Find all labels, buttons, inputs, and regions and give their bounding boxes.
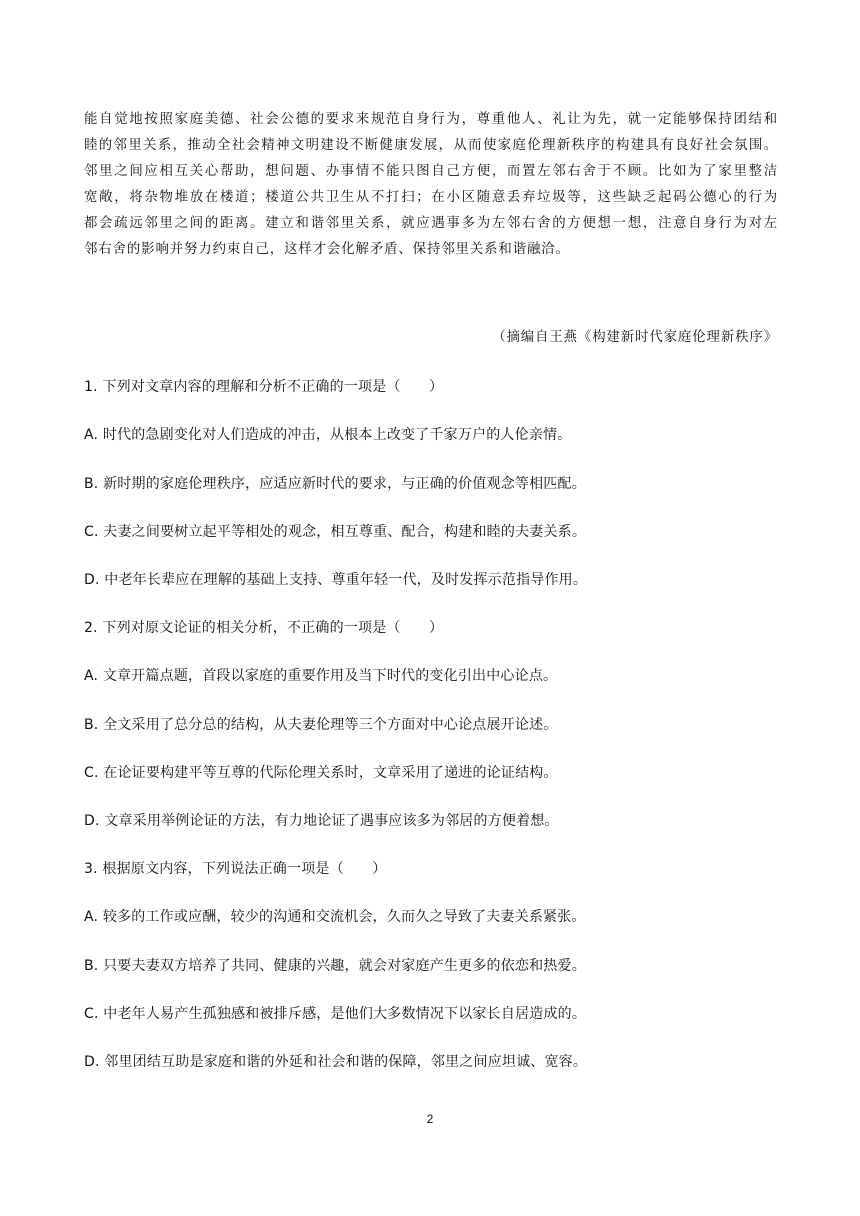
question-2-option-d: D. 文章采用举例论证的方法，有力地论证了遇事应该多为邻居的方便着想。 [84, 813, 559, 829]
page-number: 2 [426, 1112, 434, 1126]
source-citation: （摘编自王燕《构建新时代家庭伦理新秩序》 [492, 330, 778, 345]
passage-line: 睦的邻里关系，推动全社会精神文明建设不断健康发展，从而使家庭伦理新秩序的构建具有良好社会氛围。 [84, 138, 778, 153]
passage-line: 能自觉地按照家庭美德、社会公德的要求来规范自身行为，尊重他人、礼让为先，就一定能够保持团结和 [84, 112, 778, 127]
question-1-option-a: A. 时代的急剧变化对人们造成的冲击，从根本上改变了千家万户的人伦亲情。 [84, 427, 572, 443]
passage-line: 邻右舍的影响并努力约束自己，这样才会化解矛盾、保持邻里关系和谐融洽。 [84, 242, 570, 257]
question-2-option-b: B. 全文采用了总分总的结构，从夫妻伦理等三个方面对中心论点展开论述。 [84, 717, 558, 733]
question-1-stem: 1. 下列对文章内容的理解和分析不正确的一项是（ ） [84, 379, 444, 395]
passage-line: 宽敞，将杂物堆放在楼道；楼道公共卫生从不打扫；在小区随意丢弃垃圾等，这些缺乏起码公德心的行为 [84, 190, 778, 205]
question-3-option-c: C. 中老年人易产生孤独感和被排斥感，是他们大多数情况下以家长自居造成的。 [84, 1006, 587, 1022]
question-3-option-b: B. 只要夫妻双方培养了共同、健康的兴趣，就会对家庭产生更多的依恋和热爱。 [84, 958, 586, 974]
question-1-option-c: C. 夫妻之间要树立起平等相处的观念，相互尊重、配合，构建和睦的夫妻关系。 [84, 524, 587, 540]
question-3-stem: 3. 根据原文内容，下列说法正确一项是（ ） [84, 861, 387, 877]
question-3-option-a: A. 较多的工作或应酬，较少的沟通和交流机会，久而久之导致了夫妻关系紧张。 [84, 909, 586, 925]
passage-line: 都会疏远邻里之间的距离。建立和谐邻里关系，就应遇事多为左邻右舍的方便想一想，注意自身行为对左 [84, 216, 778, 231]
question-2-option-a: A. 文章开篇点题，首段以家庭的重要作用及当下时代的变化引出中心论点。 [84, 668, 558, 684]
question-2-option-c: C. 在论证要构建平等互尊的代际伦理关系时，文章采用了递进的论证结构。 [84, 765, 558, 781]
question-3-option-d: D. 邻里团结互助是家庭和谐的外延和社会和谐的保障，邻里之间应坦诚、宽容。 [84, 1054, 588, 1070]
passage-line: 邻里之间应相互关心帮助，想问题、办事情不能只图自己方便，而置左邻右舍于不顾。比如为了家里整洁 [84, 164, 778, 179]
passage-paragraph [84, 107, 778, 263]
question-1-option-d: D. 中老年长辈应在理解的基础上支持、尊重年轻一代，及时发挥示范指导作用。 [84, 572, 588, 588]
question-2-stem: 2. 下列对原文论证的相关分析，不正确的一项是（ ） [84, 620, 444, 636]
question-1-option-b: B. 新时期的家庭伦理秩序，应适应新时代的要求，与正确的价值观念等相匹配。 [84, 476, 586, 492]
